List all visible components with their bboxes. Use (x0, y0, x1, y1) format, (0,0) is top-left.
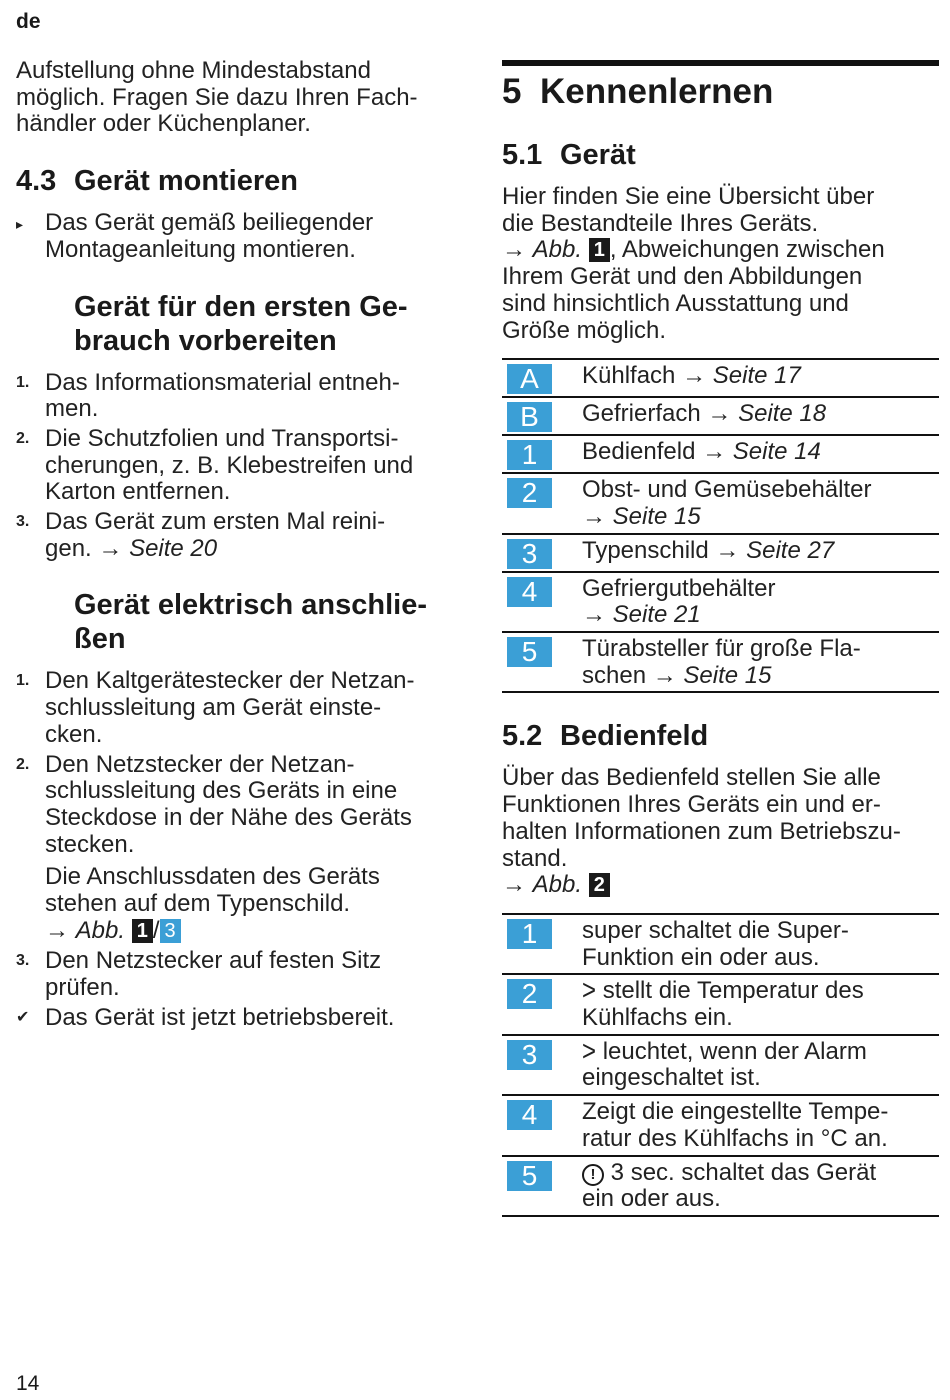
figure-reference[interactable]: Abb. (532, 236, 583, 264)
arrow-icon: → (582, 502, 606, 530)
legend-key: 2 (507, 979, 552, 1009)
legend-key: 1 (507, 919, 552, 949)
arrow-icon: → (98, 534, 123, 562)
figure-reference[interactable]: Abb. (532, 871, 583, 899)
table-row: 3 > leuchtet, wenn der Alarm eingeschaltet ist. (502, 1035, 939, 1095)
table-row: 4 Gefriergutbehälter → Seite 21 (502, 572, 939, 632)
table-row: 1 super schaltet die Super- Funktion ein oder aus. (502, 914, 939, 974)
list-item: ▸ Das Gerät gemäß beiliegender Montageanleitung montieren. (16, 209, 374, 263)
list-item: 1. Das Informationsmaterial entneh- men. (16, 368, 400, 423)
section-4-5-heading: Gerät elektrisch anschlie- ßen (74, 589, 427, 656)
legend-key: 1 (507, 440, 552, 470)
arrow-icon: → (502, 236, 526, 264)
arrow-icon: → (707, 400, 732, 428)
table-row: 5 ! 3 sec. schaltet das Gerät ein oder aus. (502, 1156, 939, 1216)
list-item: 1. Den Kaltgerätestecker der Netzan- schlussleitung am Gerät einste- cken. (16, 667, 415, 748)
page-reference-link[interactable]: Seite 15 (612, 502, 701, 530)
legend-key: A (507, 364, 552, 394)
legend-key: 4 (507, 577, 552, 607)
figure-badge: 1 (132, 919, 153, 943)
arrow-icon: → (582, 601, 606, 629)
bullet-icon: ▸ (16, 216, 24, 233)
figure-badge: 2 (589, 873, 610, 897)
page-reference-link[interactable]: Seite 21 (612, 601, 701, 629)
arrow-icon: → (715, 536, 740, 564)
arrow-icon: → (502, 871, 526, 899)
list-item: 3. Den Netzstecker auf festen Sitz prüfen. (16, 947, 382, 1002)
list-item: 3. Das Gerät zum ersten Mal reini- gen. → Seite 20 (16, 508, 386, 562)
section-5-2-heading: 5.2 Bedienfeld (502, 720, 709, 753)
legend-key: 5 (507, 637, 552, 667)
left-column (16, 58, 456, 1035)
chevron-right-icon: > (582, 1034, 597, 1068)
chevron-right-icon: > (582, 974, 597, 1007)
list-item: 2. Den Netzstecker der Netzan- schlussleitung des Geräts in eine Steckdose in der Nähe des Geräts stecken. (16, 750, 412, 858)
appliance-legend-table (502, 358, 939, 693)
section-5-1-heading: 5.1 Gerät (502, 139, 636, 171)
legend-key: 3 (507, 539, 552, 569)
page-number: 14 (16, 1372, 40, 1395)
figure-reference[interactable]: Abb. (75, 916, 126, 944)
page-reference-link[interactable]: Seite 27 (746, 536, 835, 564)
page-reference-link[interactable]: Seite 15 (683, 661, 772, 689)
legend-key: B (507, 402, 552, 432)
chapter-5-heading: 5 Kennenlernen (502, 60, 939, 112)
page-reference-link[interactable]: Seite 18 (738, 400, 827, 428)
legend-key: 2 (507, 478, 552, 508)
arrow-icon: → (702, 438, 727, 466)
table-row: 4 Zeigt die eingestellte Tempe- ratur des Kühlfachs in °C an. (502, 1095, 939, 1155)
table-row: A Kühlfach → Seite 17 (502, 359, 939, 397)
page-reference-link[interactable]: Seite 20 (129, 534, 218, 562)
legend-key: 5 (507, 1161, 552, 1191)
alert-icon: ! (582, 1164, 604, 1186)
section-5-1-paragraph: Hier finden Sie eine Übersicht über die Bestandteile Ihres Geräts. → Abb. 1 , Abweichungen zwischen Ihrem Gerät und den Abbildungen sind hinsichtlich Ausstattung und Größe möglich. (502, 183, 885, 344)
arrow-icon: → (652, 661, 677, 689)
table-row: 2 Obst- und Gemüsebehälter → Seite 15 (502, 473, 939, 533)
arrow-icon: → (45, 916, 69, 944)
page-reference-link[interactable]: Seite 14 (732, 438, 821, 466)
table-row: B Gefrierfach → Seite 18 (502, 397, 939, 435)
right-column (502, 58, 939, 1217)
section-4-3-heading: 4.3 Gerät montieren (16, 165, 298, 198)
table-row: 5 Türabsteller für große Fla- schen → Seite 15 (502, 632, 939, 692)
list-item: 2. Die Schutzfolien und Transportsi- cherungen, z. B. Klebestreifen und Karton entfernen. (16, 424, 414, 506)
result-item: ✔ Das Gerät ist jetzt betriebsbereit. (16, 1003, 395, 1031)
legend-key: 3 (507, 1040, 552, 1070)
language-label: de (16, 10, 41, 33)
table-row: 1 Bedienfeld → Seite 14 (502, 435, 939, 473)
page-reference-link[interactable]: Seite 17 (712, 362, 801, 390)
arrow-icon: → (682, 362, 707, 390)
intro-paragraph: Aufstellung ohne Mindestabstand möglich. Fragen Sie dazu Ihren Fach- händler oder Küchenplaner. (16, 57, 418, 138)
table-row: 3 Typenschild → Seite 27 (502, 534, 939, 572)
section-4-4-heading: Gerät für den ersten Ge- brauch vorbereiten (74, 290, 408, 357)
figure-badge: 1 (589, 238, 610, 262)
checkmark-icon: ✔ (16, 1008, 30, 1026)
figure-badge: 3 (160, 919, 181, 943)
legend-key: 4 (507, 1100, 552, 1130)
section-5-2-paragraph: Über das Bedienfeld stellen Sie alle Funktionen Ihres Geräts ein und er- halten Informationen zum Betriebszu- stand. → Abb. 2 (502, 764, 901, 899)
connection-note: Die Anschlussdaten des Geräts stehen auf dem Typenschild. → Abb. 1 / 3 (45, 863, 380, 944)
table-row: 2 > stellt die Temperatur des Kühlfachs ein. (502, 974, 939, 1034)
control-panel-legend-table (502, 913, 939, 1217)
